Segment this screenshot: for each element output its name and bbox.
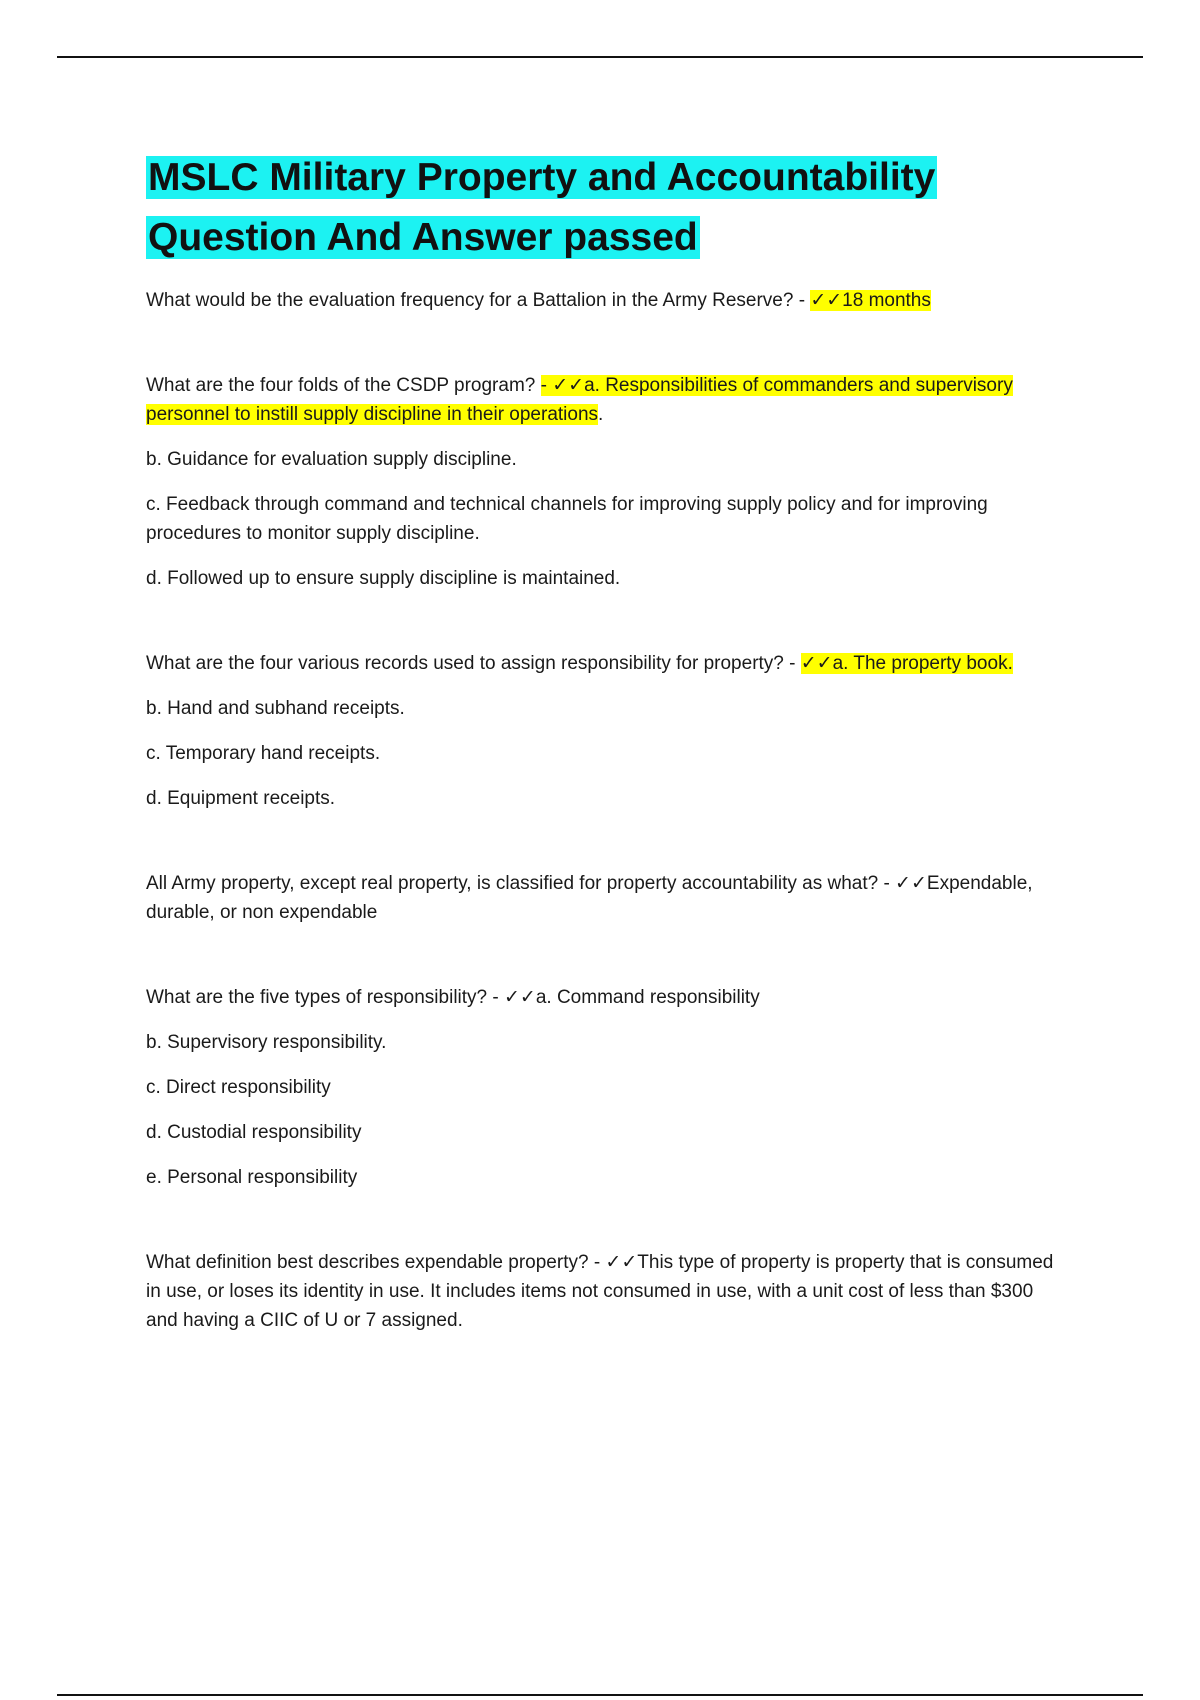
title-line-2: Question And Answer passed xyxy=(148,216,698,259)
question xyxy=(146,649,1066,678)
footer-rule xyxy=(57,1694,1143,1696)
question-text: What are the four folds of the CSDP program? xyxy=(146,375,541,396)
question-text: What are the four various records used to assign responsibility for property? - xyxy=(146,653,801,674)
list-item: d. Followed up to ensure supply discipline is maintained. xyxy=(146,568,621,589)
qa-block-2 xyxy=(146,371,1066,593)
list-item: c. Feedback through command and technical channels for improving supply policy and for improving procedures to monitor supply discipline. xyxy=(146,494,988,544)
list-item: b. Guidance for evaluation supply discipline. xyxy=(146,449,517,470)
question-text: What would be the evaluation frequency for a Battalion in the Army Reserve? - xyxy=(146,290,811,311)
list-item: b. Hand and subhand receipts. xyxy=(146,698,405,719)
list-item: e. Personal responsibility xyxy=(146,1167,358,1188)
list-item: b. Supervisory responsibility. xyxy=(146,1032,387,1053)
question: All Army property, except real property, is classified for property accountability as what? - ✓✓Expendable, durable, or non expendable xyxy=(146,873,1033,923)
title-line-1: MSLC Military Property and Accountability xyxy=(148,156,936,199)
qa-block-4 xyxy=(146,869,1066,927)
question xyxy=(146,371,1066,429)
answer-highlight: - ✓✓a. Responsibilities of commanders and supervisory personnel to instill supply discipline in their operations xyxy=(146,375,1013,425)
answer-highlight: ✓✓18 months xyxy=(810,290,931,311)
document-body xyxy=(146,148,1066,1351)
qa-block-3 xyxy=(146,649,1066,813)
answer-highlight: ✓✓a. The property book. xyxy=(800,653,1013,674)
header-rule xyxy=(57,56,1143,58)
document-title xyxy=(146,148,1066,268)
question: What definition best describes expendable property? - ✓✓This type of property is property that is consumed in use, or loses its identity in use. It includes items not consumed in use, with a unit cost of less than $300 and having a CIIC of U or 7 assigned. xyxy=(146,1252,1054,1331)
qa-block-1 xyxy=(146,286,1066,315)
list-item: d. Equipment receipts. xyxy=(146,788,336,809)
question: What are the five types of responsibility? - ✓✓a. Command responsibility xyxy=(146,987,760,1008)
list-item: d. Custodial responsibility xyxy=(146,1122,362,1143)
list-item: c. Temporary hand receipts. xyxy=(146,743,381,764)
qa-block-6 xyxy=(146,1248,1066,1335)
qa-block-5 xyxy=(146,983,1066,1192)
list-item: c. Direct responsibility xyxy=(146,1077,331,1098)
question xyxy=(146,286,1066,315)
answer-tail: . xyxy=(598,404,604,425)
